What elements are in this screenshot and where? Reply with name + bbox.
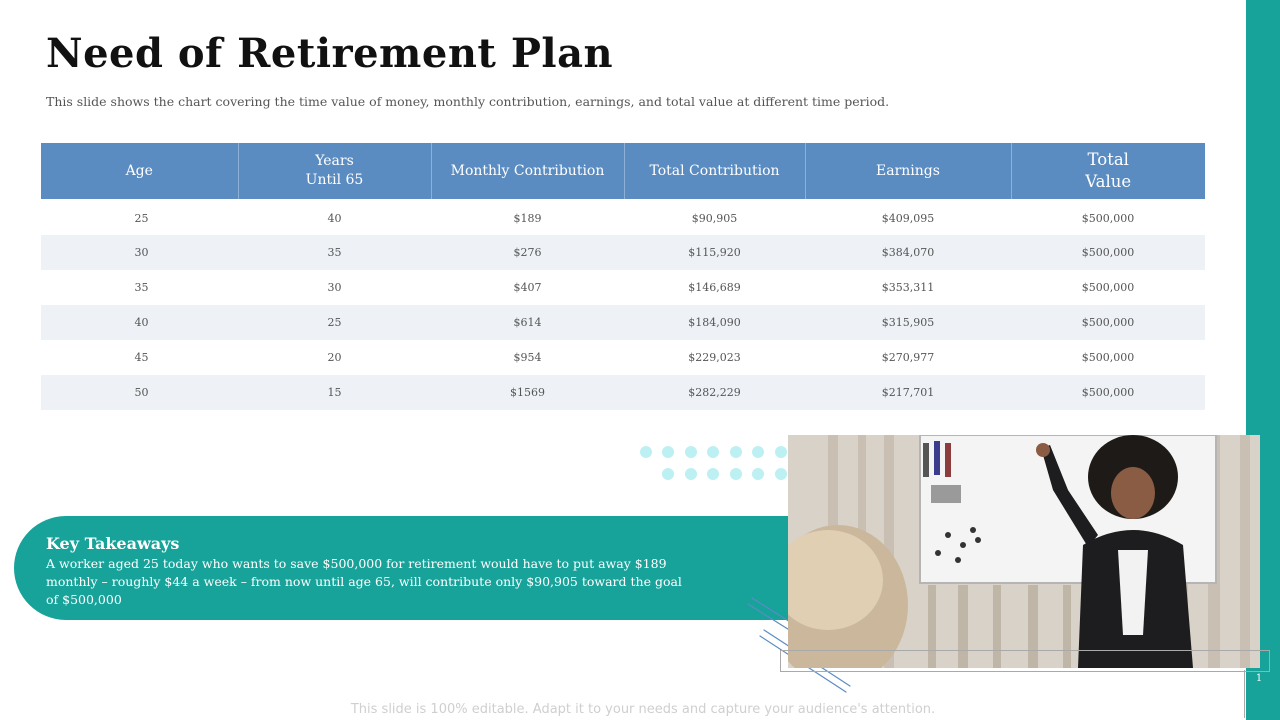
table-row <box>41 305 1205 340</box>
cell-earnings: $315,905 <box>805 305 1011 340</box>
cell-total-value: $500,000 <box>1081 351 1135 364</box>
cell-total-value: $500,000 <box>1011 305 1205 340</box>
header-total-contribution: Total Contribution <box>624 143 805 200</box>
slide-subtitle: This slide shows the chart covering the time value of money, monthly contribution, earnings, and total value at different time period. <box>46 94 890 109</box>
cell-earnings: $353,311 <box>881 281 935 294</box>
key-takeaways-title: Key Takeaways <box>46 534 180 553</box>
cell-age: 50 <box>41 375 238 410</box>
cell-years: 35 <box>238 235 431 270</box>
page-number: 1 <box>1255 673 1263 684</box>
cell-years: 25 <box>238 305 431 340</box>
cell-total-value: $500,000 <box>1081 281 1135 294</box>
cell-years: 40 <box>327 211 342 225</box>
cell-monthly: $189 <box>513 211 542 225</box>
retirement-table <box>41 143 1205 410</box>
slide-title: Need of Retirement Plan <box>46 30 614 77</box>
cell-monthly: $954 <box>513 351 542 364</box>
cell-earnings: $270,977 <box>881 351 935 364</box>
cell-age: 35 <box>134 281 149 294</box>
cell-total-contribution: $229,023 <box>688 351 741 364</box>
table-row <box>41 235 1205 270</box>
cell-total-contribution: $184,090 <box>624 305 805 340</box>
cell-earnings: $217,701 <box>805 375 1011 410</box>
cell-monthly: $276 <box>431 235 624 270</box>
cell-total-contribution: $146,689 <box>688 281 741 294</box>
header-earnings: Earnings <box>805 143 1011 200</box>
slide-footer-note: This slide is 100% editable. Adapt it to your needs and capture your audience's attention. <box>350 702 936 717</box>
header-age: Age <box>41 143 238 200</box>
cell-total-contribution: $282,229 <box>624 375 805 410</box>
table-row <box>41 200 1205 235</box>
photo-frame-outline <box>780 650 1270 672</box>
cell-earnings: $384,070 <box>805 235 1011 270</box>
cell-monthly: $1569 <box>431 375 624 410</box>
header-years-until-65: Years Until 65 <box>238 143 431 200</box>
cell-total-value: $500,000 <box>1081 211 1135 225</box>
cell-age: 25 <box>134 211 149 225</box>
cell-monthly: $614 <box>431 305 624 340</box>
table-header-row <box>41 143 1205 200</box>
presenter-whiteboard-photo <box>788 435 1260 668</box>
header-monthly-contribution: Monthly Contribution <box>431 143 624 200</box>
cell-earnings: $409,095 <box>881 211 935 225</box>
table-row <box>41 270 1205 305</box>
cell-age: 40 <box>41 305 238 340</box>
cell-total-contribution: $115,920 <box>624 235 805 270</box>
key-takeaways-panel <box>14 516 804 620</box>
table-row <box>41 340 1205 375</box>
key-takeaways-text: A worker aged 25 today who wants to save $500,000 for retirement would have to put away $189 monthly – roughly $44 a week – from now until age 65, will contribute only $90,905 toward the goal of $500,000 <box>46 556 682 607</box>
cell-age: 30 <box>41 235 238 270</box>
table-row <box>41 375 1205 410</box>
cell-years: 15 <box>238 375 431 410</box>
header-total-value: Total Value <box>1011 143 1205 200</box>
cell-monthly: $407 <box>513 281 542 294</box>
cell-years: 30 <box>327 281 342 294</box>
cell-years: 20 <box>327 351 342 364</box>
cell-total-value: $500,000 <box>1011 375 1205 410</box>
cell-total-contribution: $90,905 <box>691 211 738 225</box>
cell-total-value: $500,000 <box>1011 235 1205 270</box>
cell-age: 45 <box>134 351 149 364</box>
